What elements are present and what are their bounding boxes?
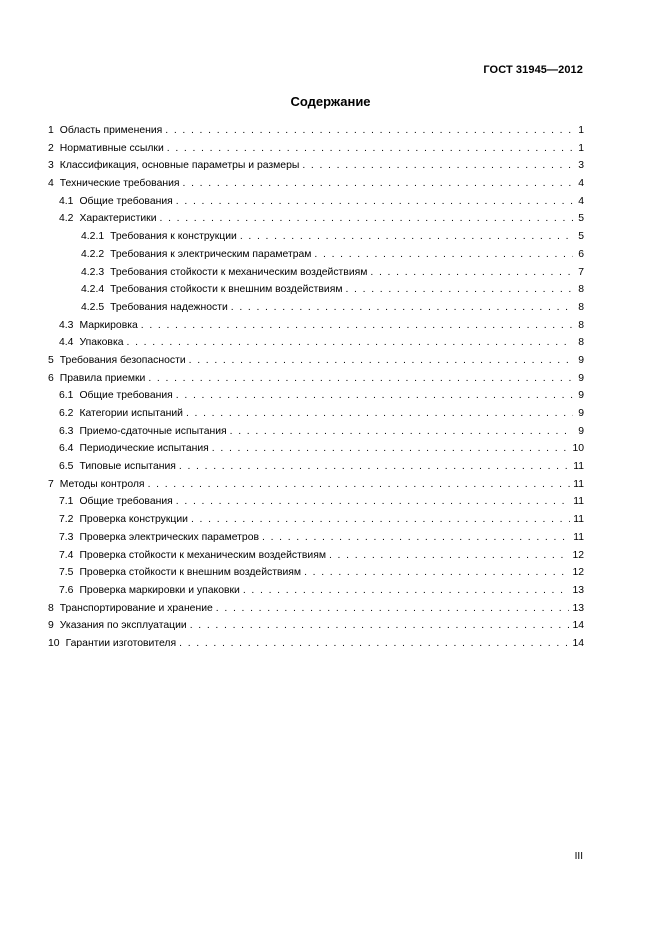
toc-entry-number: 1 bbox=[48, 125, 54, 136]
toc-entry[interactable] bbox=[48, 299, 584, 317]
toc-entry[interactable] bbox=[48, 405, 584, 423]
toc-leader-dots bbox=[167, 140, 573, 158]
toc-entry-number: 7.4 bbox=[59, 549, 74, 561]
toc-entry-page: 14 bbox=[572, 637, 584, 649]
toc-entry-page: 10 bbox=[572, 443, 584, 455]
toc-entry-page: 8 bbox=[578, 301, 584, 313]
toc-leader-dots bbox=[183, 175, 573, 193]
toc-entry-number: 6.4 bbox=[59, 443, 74, 455]
toc-entry-number: 6.2 bbox=[59, 408, 74, 419]
toc-entry[interactable] bbox=[48, 246, 584, 264]
toc-entry-page: 3 bbox=[578, 160, 584, 172]
toc-entry-number: 10 bbox=[48, 637, 60, 649]
toc-entry[interactable] bbox=[48, 440, 584, 458]
toc-entry-number: 5 bbox=[48, 354, 54, 366]
toc-leader-dots bbox=[240, 228, 573, 246]
toc-entry-number: 4.2.3 bbox=[81, 266, 105, 278]
toc-entry-page: 9 bbox=[578, 425, 584, 437]
toc-entry[interactable] bbox=[48, 617, 584, 635]
toc-entry-title: Нормативные ссылки bbox=[59, 142, 164, 154]
toc-leader-dots bbox=[216, 600, 570, 618]
toc-entry-number: 7.3 bbox=[59, 531, 74, 543]
toc-entry-number: 9 bbox=[48, 620, 54, 632]
toc-entry-page: 12 bbox=[572, 549, 584, 561]
toc-entry-number: 6.5 bbox=[59, 461, 74, 473]
toc-entry-title: Характеристики bbox=[79, 213, 157, 225]
toc-entry-title: Категории испытаний bbox=[79, 408, 183, 419]
toc-entry-page: 8 bbox=[578, 284, 584, 296]
toc-entry-number: 6.1 bbox=[59, 390, 74, 402]
toc-entry[interactable] bbox=[48, 582, 584, 600]
toc-entry-page: 11 bbox=[573, 478, 584, 490]
toc-entry[interactable] bbox=[48, 635, 584, 653]
toc-entry-title: Периодические испытания bbox=[79, 443, 209, 455]
toc-entry-number: 7.5 bbox=[59, 567, 74, 579]
toc-entry-number: 4.4 bbox=[59, 337, 74, 349]
toc-entry-number: 4.2.1 bbox=[81, 231, 105, 243]
toc-entry-title: Проверка маркировки и упаковки bbox=[79, 584, 240, 596]
toc-entry-title: Типовые испытания bbox=[79, 461, 176, 473]
toc-entry-title: Проверка стойкости к внешним воздействиям bbox=[79, 567, 302, 579]
toc-entry[interactable] bbox=[48, 476, 584, 494]
toc-leader-dots bbox=[230, 423, 573, 441]
table-of-contents bbox=[48, 122, 584, 653]
toc-leader-dots bbox=[370, 264, 573, 282]
toc-leader-dots bbox=[141, 317, 573, 335]
toc-leader-dots bbox=[127, 334, 573, 352]
toc-leader-dots bbox=[148, 476, 571, 494]
toc-entry-title: Правила приемки bbox=[59, 372, 146, 384]
toc-entry[interactable] bbox=[48, 547, 584, 565]
toc-entry-page: 5 bbox=[578, 213, 584, 225]
toc-entry-page: 9 bbox=[578, 408, 584, 419]
toc-entry-page: 1 bbox=[578, 125, 584, 136]
toc-entry[interactable] bbox=[48, 564, 584, 582]
toc-entry-number: 6.3 bbox=[59, 425, 74, 437]
toc-entry[interactable] bbox=[48, 458, 584, 476]
toc-leader-dots bbox=[179, 635, 569, 653]
toc-entry-number: 4 bbox=[48, 178, 54, 190]
toc-entry[interactable] bbox=[48, 317, 584, 335]
toc-entry-title: Проверка стойкости к механическим воздействиям bbox=[79, 549, 326, 561]
toc-entry-page: 13 bbox=[572, 584, 584, 596]
toc-entry[interactable] bbox=[48, 334, 584, 352]
toc-entry[interactable] bbox=[48, 210, 584, 228]
toc-entry-page: 8 bbox=[578, 337, 584, 349]
toc-leader-dots bbox=[345, 281, 573, 299]
page-number: III bbox=[574, 851, 583, 862]
toc-entry-title: Маркировка bbox=[79, 319, 138, 331]
toc-entry-number: 4.3 bbox=[59, 319, 74, 331]
toc-entry-title: Приемо-сдаточные испытания bbox=[79, 425, 227, 437]
toc-entry-page: 7 bbox=[578, 266, 584, 278]
toc-leader-dots bbox=[165, 122, 573, 140]
toc-entry-number: 4.2.4 bbox=[81, 284, 105, 296]
toc-entry-page: 5 bbox=[578, 231, 584, 243]
toc-leader-dots bbox=[190, 617, 570, 635]
toc-entry-title: Транспортирование и хранение bbox=[59, 602, 213, 614]
toc-entry-number: 7.1 bbox=[59, 496, 74, 508]
toc-entry-number: 7 bbox=[48, 478, 54, 490]
toc-entry[interactable] bbox=[48, 157, 584, 175]
toc-entry[interactable] bbox=[48, 529, 584, 547]
toc-entry-title: Классификация, основные параметры и размеры bbox=[59, 160, 300, 172]
toc-entry[interactable] bbox=[48, 352, 584, 370]
toc-entry[interactable] bbox=[48, 511, 584, 529]
toc-leader-dots bbox=[314, 246, 573, 264]
toc-entry-page: 4 bbox=[578, 195, 584, 207]
toc-leader-dots bbox=[148, 370, 573, 388]
toc-entry-page: 9 bbox=[578, 390, 584, 402]
toc-entry[interactable] bbox=[48, 493, 584, 511]
toc-entry-page: 6 bbox=[578, 248, 584, 260]
toc-entry-number: 4.2 bbox=[59, 213, 74, 225]
toc-leader-dots bbox=[176, 387, 573, 405]
toc-entry-title: Указания по эксплуатации bbox=[59, 620, 187, 632]
toc-entry-title: Область применения bbox=[59, 125, 163, 136]
toc-leader-dots bbox=[243, 582, 570, 600]
toc-entry[interactable] bbox=[48, 387, 584, 405]
toc-entry[interactable] bbox=[48, 423, 584, 441]
toc-title: Содержание bbox=[290, 94, 371, 109]
toc-leader-dots bbox=[186, 405, 573, 423]
toc-entry-title: Общие требования bbox=[79, 195, 173, 207]
toc-entry-page: 11 bbox=[573, 461, 584, 473]
toc-entry-number: 6 bbox=[48, 372, 54, 384]
toc-entry-title: Упаковка bbox=[79, 337, 124, 349]
toc-leader-dots bbox=[160, 210, 574, 228]
toc-entry[interactable] bbox=[48, 122, 584, 140]
toc-entry-page: 4 bbox=[578, 178, 584, 190]
toc-entry-number: 2 bbox=[48, 142, 54, 154]
toc-entry-title: Требования стойкости к механическим воздействиям bbox=[110, 266, 368, 278]
toc-leader-dots bbox=[191, 511, 570, 529]
toc-entry-number: 7.2 bbox=[59, 514, 74, 526]
toc-entry-page: 13 bbox=[572, 602, 584, 614]
toc-leader-dots bbox=[231, 299, 573, 317]
toc-entry-number: 4.2.5 bbox=[81, 301, 105, 313]
toc-entry-title: Общие требования bbox=[79, 390, 173, 402]
toc-entry-page: 9 bbox=[578, 354, 584, 366]
toc-leader-dots bbox=[212, 440, 570, 458]
toc-entry-number: 7.6 bbox=[59, 584, 74, 596]
toc-entry[interactable] bbox=[48, 228, 584, 246]
toc-entry[interactable] bbox=[48, 264, 584, 282]
toc-entry-title: Требования безопасности bbox=[59, 354, 186, 366]
toc-entry-page: 1 bbox=[578, 142, 584, 154]
toc-entry-title: Гарантии изготовителя bbox=[65, 637, 177, 649]
toc-entry-number: 8 bbox=[48, 602, 54, 614]
toc-entry[interactable] bbox=[48, 193, 584, 211]
standard-code: ГОСТ 31945—2012 bbox=[483, 64, 583, 76]
toc-entry-title: Общие требования bbox=[79, 496, 173, 508]
toc-entry-title: Требования к конструкции bbox=[110, 231, 237, 243]
toc-entry-page: 11 bbox=[573, 531, 584, 543]
toc-entry-page: 9 bbox=[578, 372, 584, 384]
toc-entry[interactable] bbox=[48, 281, 584, 299]
toc-entry-number: 3 bbox=[48, 160, 54, 172]
toc-leader-dots bbox=[176, 493, 570, 511]
toc-entry-title: Требования стойкости к внешним воздействиям bbox=[110, 284, 343, 296]
toc-entry-title: Требования к электрическим параметрам bbox=[110, 248, 312, 260]
toc-entry-page: 12 bbox=[572, 567, 584, 579]
toc-entry-title: Требования надежности bbox=[110, 301, 228, 313]
toc-entry[interactable] bbox=[48, 140, 584, 158]
toc-entry-title: Методы контроля bbox=[59, 478, 145, 490]
toc-entry-page: 11 bbox=[573, 514, 584, 526]
toc-entry-number: 4.2.2 bbox=[81, 248, 105, 260]
toc-entry-page: 11 bbox=[573, 496, 584, 508]
toc-leader-dots bbox=[262, 529, 570, 547]
toc-entry-title: Проверка конструкции bbox=[79, 514, 188, 526]
toc-entry-page: 14 bbox=[572, 620, 584, 632]
toc-entry-title: Технические требования bbox=[59, 178, 180, 190]
toc-entry-title: Проверка электрических параметров bbox=[79, 531, 259, 543]
toc-entry-number: 4.1 bbox=[59, 195, 74, 207]
toc-leader-dots bbox=[176, 193, 573, 211]
toc-entry[interactable] bbox=[48, 600, 584, 618]
toc-entry-page: 8 bbox=[578, 319, 584, 331]
toc-leader-dots bbox=[302, 157, 573, 175]
toc-leader-dots bbox=[189, 352, 573, 370]
toc-leader-dots bbox=[179, 458, 570, 476]
toc-leader-dots bbox=[329, 547, 569, 565]
toc-entry[interactable] bbox=[48, 175, 584, 193]
toc-leader-dots bbox=[304, 564, 569, 582]
toc-entry[interactable] bbox=[48, 370, 584, 388]
